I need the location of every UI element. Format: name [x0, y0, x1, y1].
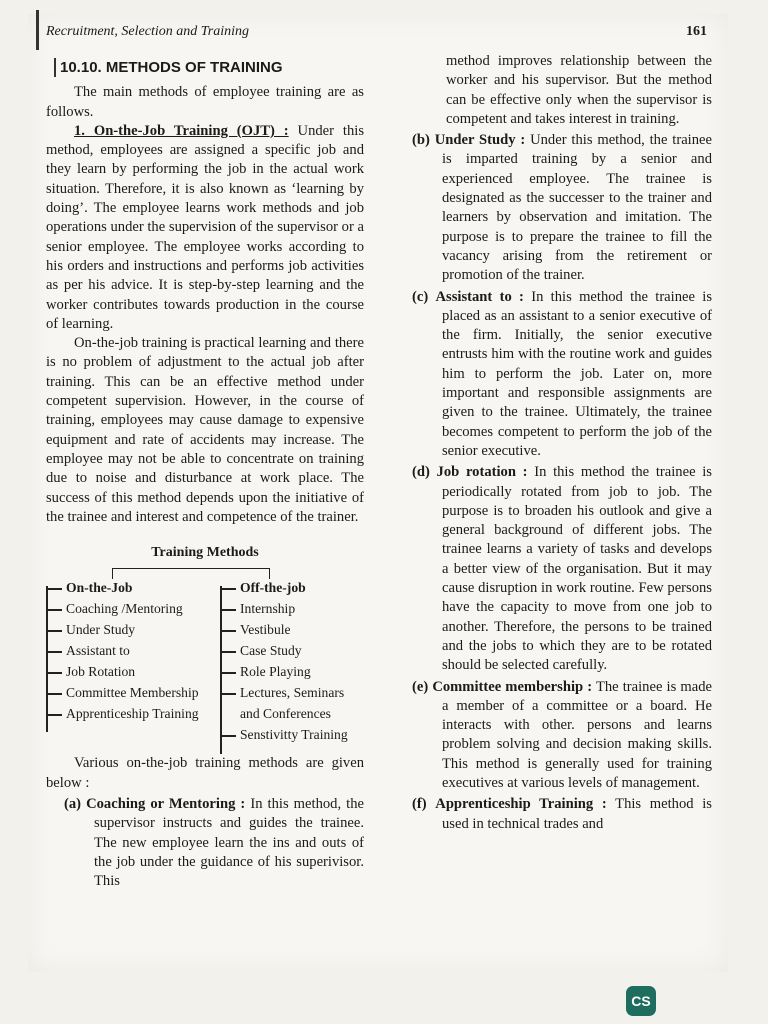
section-intro: The main methods of employee training are as follows. [46, 84, 364, 120]
ojt-methods-intro: Various on-the-job training methods are given below : [46, 755, 364, 791]
method-label: (c) [412, 288, 429, 305]
off-the-job-item: Senstivitty Training [220, 725, 348, 746]
method-title: Coaching or Mentoring : [86, 796, 246, 813]
method-label: (d) [412, 464, 430, 481]
method-assistant-to [412, 288, 712, 462]
method-title: Assistant to : [435, 288, 524, 305]
on-the-job-heading: On-the-Job [46, 578, 199, 599]
diagram-title: Training Methods [151, 545, 259, 561]
off-the-job-item: Role Playing [220, 662, 348, 683]
page-binding-edge [36, 10, 39, 50]
method-label: (b) [412, 132, 430, 149]
method-text: In this method, the supervisor instructs and guides the trainee. The new employee learn the ins and outs of the job under the guidance of his superivisor. This [94, 796, 364, 890]
method-label: (a) [64, 796, 82, 813]
method-text: Under this method, the trainee is imparted training by a senior and experienced employee. The trainee is designated as the successer to the trainer and learners by observation and imitation. The purpose is to prepare the trainee to fill the vacancy arising from the retirement or promotion of the trainer. [442, 132, 712, 284]
method-title: Committee membership : [432, 678, 593, 695]
off-the-job-item: Case Study [220, 641, 348, 662]
on-the-job-item: Committee Membership [46, 683, 199, 704]
on-the-job-item: Coaching /Mentoring [46, 599, 199, 620]
method-label: (e) [412, 678, 429, 695]
method-text: In this method the trainee is periodically rotated from job to job. The purpose is to broaden his outlook and give a general background of different jobs. The trainee learns a variety of tasks and develops a better view of the organisation. But it may cause disruption in work routine. Few persons have the capacity to move from one job to another. Therefore, the persons to be trained and the jobs to which they are to be rotated should be selected carefully. [442, 464, 712, 674]
ojt-text-1: Under this method, employees are assigned a specific job and they learn by performing the job in the actual work situation. Therefore, it is also known as ‘learning by doing’. The employee learns work methods and job operations under the supervision of the supervisor or a senior employee. The employee works according to his orders and instructions and performs job activities as per his advice. It is step-by-step learning and the worker contributes towards production in the course of learning. [46, 122, 364, 332]
on-the-job-item: Job Rotation [46, 662, 199, 683]
method-title: Under Study : [434, 132, 526, 149]
running-title: Recruitment, Selection and Training [46, 24, 249, 39]
on-the-job-item: Assistant to [46, 641, 199, 662]
off-the-job-branch [220, 578, 348, 746]
method-job-rotation [412, 463, 712, 675]
on-the-job-branch [46, 578, 199, 725]
method-apprenticeship [412, 795, 712, 834]
off-the-job-item-continuation: and Conferences [240, 706, 331, 722]
right-column [412, 52, 712, 834]
method-coaching [64, 795, 364, 891]
on-the-job-item: Under Study [46, 620, 199, 641]
off-the-job-heading: Off-the-job [220, 578, 348, 599]
method-under-study [412, 131, 712, 285]
method-text: This method is used in technical trades and [442, 796, 712, 832]
method-title: Apprenticeship Training : [435, 796, 607, 813]
off-the-job-item: Internship [220, 599, 348, 620]
left-column [46, 58, 364, 892]
section-title: 10.10. METHODS OF TRAINING [54, 58, 364, 77]
method-committee-membership [412, 678, 712, 794]
on-the-job-item: Apprenticeship Training [46, 704, 199, 725]
method-title: Job rotation : [436, 464, 528, 481]
method-text: The trainee is made a member of a committee or a board. He interacts with other. persons and learns problem solving and decision making skills. This method is generally used for training executives at various levels of management. [442, 678, 712, 791]
page-number: 161 [686, 24, 707, 39]
method-text: In this method the trainee is placed as an assistant to a senior executive of the firm. Initially, the senior executive entrusts him with the routine work and guides him to perform the job. Later on, more important and responsible assignments are given to the trainee. Ultimately, the trainee becomes competent to perform the job of the senior executive. [442, 288, 713, 459]
off-the-job-item: Vestibule [220, 620, 348, 641]
camscanner-logo-icon: CS [626, 986, 656, 1016]
training-methods-diagram [46, 566, 364, 754]
ojt-paragraph-2: On-the-job training is practical learning and there is no problem of adjustment to the actual job after training. This can be an effective method under competent supervision. However, in the course of training, employees may cause damage to expensive equipment and rate of accidents may increase. The employee may not be able to concentrate on training due to noise and disturbance at work place. The success of this method depends upon the initiative of the trainee and interest and competence of the trainer. [46, 335, 364, 525]
method-label: (f) [412, 796, 427, 813]
off-the-job-item: Lectures, Seminars [220, 683, 348, 704]
ojt-heading: 1. On-the-Job Training (OJT) : [74, 122, 289, 139]
ojt-paragraph-1 [46, 122, 364, 334]
method-coaching-continued: method improves relationship between the worker and his supervisor. But the method can be effective only when the supervisor is competent and takes interest in training. [446, 53, 712, 127]
